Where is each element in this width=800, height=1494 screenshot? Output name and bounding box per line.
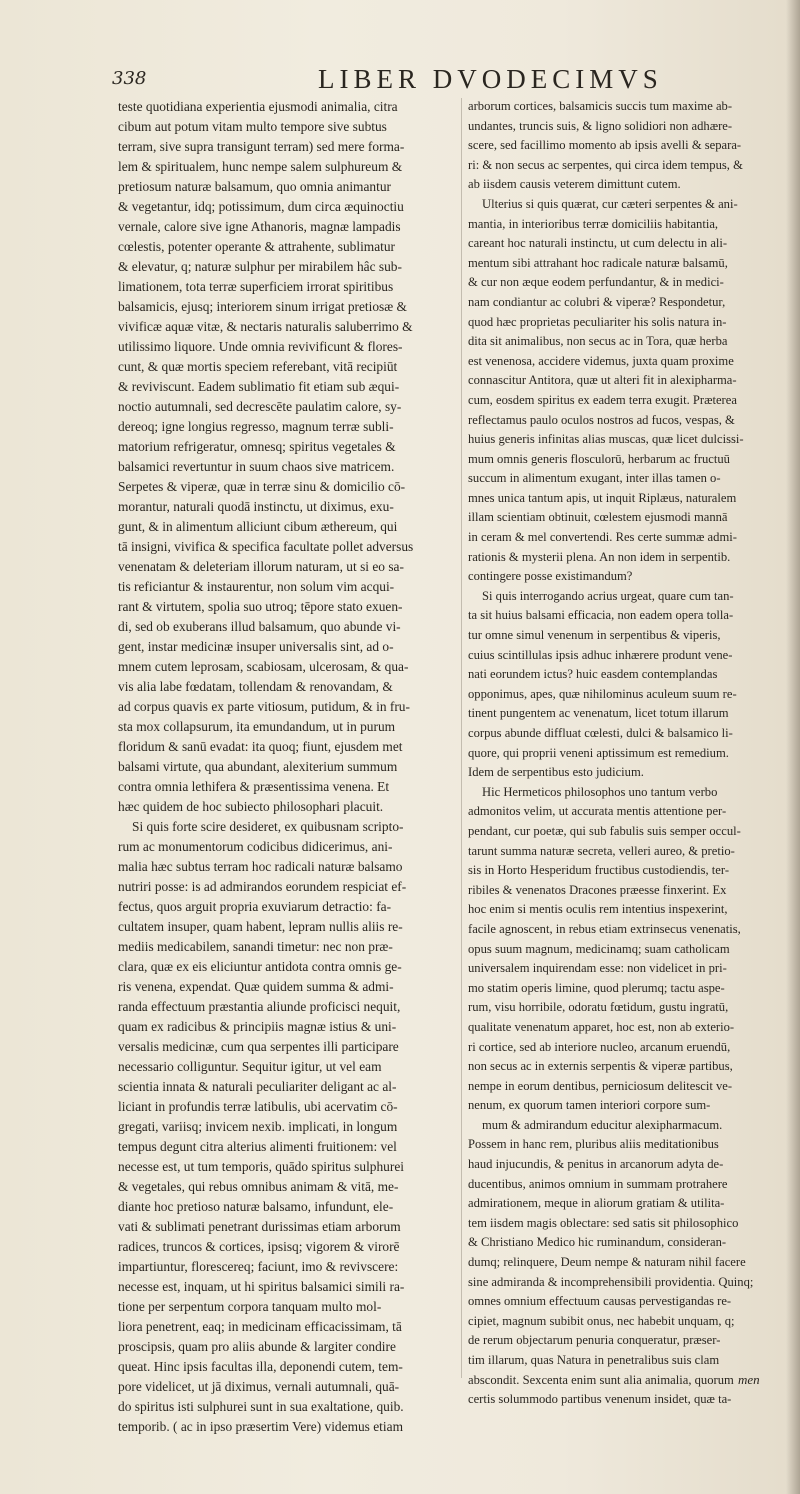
text-line: do spiritus isti sulphurei sunt in sua exaltatione, quib. <box>118 1399 404 1414</box>
text-line: haud injucundis, & penitus in arcanorum adyta de- <box>468 1157 724 1172</box>
text-line: ri cortice, sed ab interiore nucleo, arcanum eruendū, <box>468 1039 731 1054</box>
text-line: & Christiano Medico hic ruminandum, consideran- <box>468 1235 727 1250</box>
text-line: vis alia labe fœdatam, tollendam & renovandam, & <box>118 679 393 694</box>
text-line: arborum cortices, balsamicis succis tum maxime ab- <box>468 99 733 113</box>
text-line: facile agnoscent, in rebus etiam extrinsecus venenatis, <box>468 921 741 936</box>
text-line: morantur, naturali quodā instinctu, ut diximus, exu- <box>118 499 394 514</box>
text-line: nutriri posse: is ad admirandos eorundem respiciat ef- <box>118 879 407 894</box>
text-line: quod hæc proprietas peculiariter his solis natura in- <box>468 314 727 329</box>
text-line: mantia, in interioribus terræ domiciliis habitantia, <box>468 216 719 231</box>
text-line: dumq; relinquere, Deum nempe & naturam nihil facere <box>468 1255 746 1270</box>
text-line: balsamici revertuntur in suum chaos sive matricem. <box>118 459 395 474</box>
column-divider <box>461 98 462 1378</box>
text-line: necesse est, ut tum temporis, quādo spiritus sulphurei <box>118 1159 404 1174</box>
text-line: nati eorundem ictus? huic easdem contemplandas <box>468 667 718 682</box>
text-line: tā insigni, vivifica & specifica facultate pollet adversus <box>118 539 414 554</box>
text-line: & vegetantur, idq; potissimum, dum circa æquinoctiu <box>118 199 404 214</box>
text-line: gregati, variisq; invicem nexib. implicati, in longum <box>118 1119 398 1134</box>
text-line: scere, sed facillimo momento ab ipsis avelli & separa- <box>468 138 742 153</box>
text-line: balsami virtute, qua abundant, alexiterium summum <box>118 759 398 774</box>
text-line: Ulterius si quis quærat, cur cæteri serpentes & ani- <box>482 196 738 211</box>
text-line: huius generis infinitas alias muscas, quæ licet dulcissi- <box>468 432 744 447</box>
text-line: utilissimo liquore. Unde omnia revivificunt & flores- <box>118 339 403 354</box>
text-line: necesse est, inquam, ut hi spiritus balsamici simili ra- <box>118 1279 405 1294</box>
text-line: cibum aut potum vitam multo tempore sive subtus <box>118 119 387 134</box>
text-line: de rerum objectarum penuria conqueratur, præser- <box>468 1333 721 1348</box>
text-line: certis solummodo partibus venenum insidet, quæ ta- <box>468 1392 732 1407</box>
text-line: Si quis interrogando acrius urgeat, quare cum tan- <box>482 588 734 603</box>
text-line: venenatam & deleteriam illorum naturam, ut si eo sa- <box>118 559 404 574</box>
text-line: cuius scintillulas ipsis adhuc inhærere produnt vene- <box>468 647 733 662</box>
text-line: rant & virtutem, spolia suo utroq; tēpore stato exuen- <box>118 599 403 614</box>
text-line: nam condiantur ac colubri & viperæ? Respondetur, <box>468 294 726 309</box>
text-line: cipiet, magnum subibit onus, nec habebit unquam, q; <box>468 1313 735 1328</box>
text-line: cœlestis, potenter operante & attrahente, sublimatur <box>118 239 396 254</box>
text-line: careant hoc naturali instinctu, ut cum delectu in ali- <box>468 236 728 251</box>
text-line: temporib. ( ac in ipso præsertim Vere) videmus etiam <box>118 1419 403 1434</box>
text-line: mentum sibi attrahant hoc radicale naturæ balsamū, <box>468 255 728 270</box>
text-line: abscondit. Sexcenta enim sunt alia animalia, quorum <box>468 1372 734 1387</box>
running-head: LIBER DVODECIMVS <box>318 64 663 94</box>
text-line: pretiosum naturæ balsamum, quo omnia animantur <box>118 179 391 194</box>
text-line: vernale, calore sive igne Athanoris, magnæ lampadis <box>118 219 401 234</box>
text-line: floridum & sanū evadat: ita quoq; fiunt, ejusdem met <box>118 739 403 754</box>
text-line: Possem in hanc rem, pluribus aliis meditationibus <box>468 1137 719 1152</box>
text-line: succum in alimentum exugant, inter illas tamen o- <box>468 471 721 486</box>
text-line: Serpetes & viperæ, quæ in terræ sinu & domicilio cō- <box>118 479 406 494</box>
text-line: gunt, & in alimentum alliciunt cibum æthereum, qui <box>118 519 398 534</box>
text-line: mum omnis generis flosculorū, herbarum ac fructuū <box>468 451 730 466</box>
text-line: hæc quidem de hoc subiecto philosophari placuit. <box>118 799 384 814</box>
text-line: impartiuntur, florescereq; faciunt, imo & revivscere: <box>118 1259 399 1274</box>
text-line: di, sed ob exuberans illud balsamum, quo abunde vi- <box>118 619 401 634</box>
text-line: non secus ac in externis serpentis & viperæ partibus, <box>468 1059 733 1074</box>
text-line: vati & sublimati penetrant durissimas etiam arborum <box>118 1219 401 1234</box>
text-line: opus suum magnum, medicinamq; suam catholicam <box>468 941 730 956</box>
text-line: balsamicis, ejusq; interiorem sinum irrigat pretiosæ & <box>118 299 407 314</box>
text-line: matorium refrigeratur, omnesq; spiritus vegetales & <box>118 439 396 454</box>
text-line: mnem cutem leprosam, scabiosam, ulcerosam, & qua- <box>118 659 409 674</box>
text-line: quore, qui proprii veneni aptissimum est remedium. <box>468 745 729 760</box>
text-line: in ceram & mel convertendi. Res certe summæ admi- <box>468 530 737 545</box>
text-line: ris venena, expendat. Quæ quidem summa & admi- <box>118 979 394 994</box>
page-number: 338 <box>112 68 147 89</box>
text-line: gent, instar medicinæ insuper universalis sint, ad o- <box>118 639 394 654</box>
text-line: vivificæ aquæ vitæ, & nectaris naturalis saluberrimo & <box>118 319 413 334</box>
text-line: admonitos velim, ut accurata mentis attentione per- <box>468 804 727 819</box>
text-line: connascitur Antitora, quæ ut alteri fit in alexipharma- <box>468 373 737 388</box>
text-line: nenum, ex quorum tamen interiori corpore sum- <box>468 1098 711 1113</box>
text-line: scientia innata & naturali peculiariter deligant ac al- <box>118 1079 397 1094</box>
text-line: reflectamus paulo oculos nostros ad fucos, vespas, & <box>468 412 735 427</box>
text-line: ab iisdem causis veterem dimittunt cutem. <box>468 177 681 192</box>
text-line: cultatem insuper, quam habent, lepram nullis aliis re- <box>118 919 403 934</box>
text-line: rum, visu horribile, odoratu fœtidum, gustu ingratū, <box>468 1000 729 1015</box>
text-line: versalis medicinæ, cum qua serpentes illi participare <box>118 1039 399 1054</box>
text-line: est venenosa, accidere videmus, juxta quam proxime <box>468 353 734 368</box>
text-line: pendant, cur poetæ, qui sub fabulis suis semper occul- <box>468 823 741 838</box>
text-line: pore videlicet, ut jā diximus, vernali autumnali, quā- <box>118 1379 400 1394</box>
text-line: ri: & non secus ac serpentes, qui circa idem tempus, & <box>468 157 743 172</box>
text-line: diante hoc pretioso naturæ balsamo, infundunt, ele- <box>118 1199 394 1214</box>
text-line: nempe in eorum dentibus, perniciosum delitescit ve- <box>468 1078 733 1093</box>
text-line: liciant in profundis terræ latibulis, ubi acervatim cō- <box>118 1099 398 1114</box>
text-line: undantes, truncis suis, & ligno solidiori non adhære- <box>468 118 733 133</box>
text-line: randa effectuum præstantia aliunde proficisci nequit, <box>118 999 401 1014</box>
text-line: hoc enim si mentis oculis rem intentius inspexerint, <box>468 902 728 917</box>
left-text-column <box>118 97 456 1437</box>
text-line: ad corpus quavis ex parte vitiosum, putidum, & in fru- <box>118 699 410 714</box>
text-line: lem & spiritualem, hunc nempe salem sulphureum & <box>118 159 403 174</box>
text-line: liora penetrent, eaq; in medicinam efficacissimam, tā <box>118 1319 402 1334</box>
text-line: malia hæc subtus terram hoc radicali naturæ balsamo <box>118 859 403 874</box>
text-line: tem iisdem magis oblectare: sed satis sit philosophico <box>468 1215 739 1230</box>
page-edge-shadow <box>786 0 800 1494</box>
text-line: & elevatur, q; naturæ sulphur per mirabilem hâc sub- <box>118 259 402 274</box>
text-line: tinent pungentem ac venenatum, licet totum illarum <box>468 706 729 721</box>
page-header <box>106 64 786 100</box>
text-line: ducentibus, animos omnium in summam protrahere <box>468 1176 728 1191</box>
text-line: dereoq; igne longius regresso, magnum terræ subli- <box>118 419 394 434</box>
text-line: corpus abunde diffluat cœlesti, dulci & balsamico li- <box>468 726 733 740</box>
text-line: tarunt summa naturæ secreta, velleri aureo, & pretio- <box>468 843 735 858</box>
right-text-column <box>468 97 786 1410</box>
text-line: terram, sive supra transigunt terram) sed mere forma- <box>118 139 405 154</box>
text-line: admirationem, meque in aliorum gratiam & utilita- <box>468 1196 725 1211</box>
text-line: dita sit animalibus, non secus ac in Tora, quæ herba <box>468 334 728 349</box>
text-line: sta mox collapsurum, ita emundandum, ut in purum <box>118 719 396 734</box>
text-line: tione per serpentum corpora tanquam multo mol- <box>118 1299 382 1314</box>
text-line: sine admiranda & incomprehensibili providentia. Quinq; <box>468 1274 754 1289</box>
text-line: tim illarum, quas Natura in penetralibus suis clam <box>468 1353 720 1367</box>
text-line: tis reficiantur & instaurentur, non solum vim acqui- <box>118 579 395 594</box>
text-line: universalem inquirendam esse: non videlicet in pri- <box>468 961 727 976</box>
text-line: quam ex radicibus & principiis magnæ istius & uni- <box>118 1019 397 1034</box>
text-line: rum ac monumentorum codicibus didicerimus, ani- <box>118 839 393 854</box>
text-line: tur omne simul venenum in serpentibus & viperis, <box>468 628 721 643</box>
text-line: proscipsis, quam pro aliis abunde & largiter condire <box>118 1339 396 1354</box>
text-line: opponimus, apes, quæ nihilominus aculeum suum re- <box>468 686 737 701</box>
text-line: ta sit huius balsami efficacia, non eadem opera tolla- <box>468 608 734 623</box>
text-line: & vegetales, qui rebus omnibus animam & vitā, me- <box>118 1179 399 1194</box>
text-line: mum & admirandum educitur alexipharmacum. <box>482 1117 723 1132</box>
text-line: limationem, tota terræ superficiem irrorat spiritibus <box>118 279 394 294</box>
text-line: mnes unica tantum apis, ut inquit Riplæus, naturalem <box>468 490 737 505</box>
text-line: queat. Hinc ipsis facultas illa, deponendi cutem, tem- <box>118 1359 403 1374</box>
text-line: & reviviscunt. Eadem sublimatio fit etiam sub æqui- <box>118 379 400 394</box>
text-line: contingere posse existimandum? <box>468 569 633 584</box>
text-line: tempus degunt citra alterius alimenti fruitionem: vel <box>118 1139 397 1154</box>
text-line: ribiles & venenatos Dracones præesse finxerint. Ex <box>468 882 727 897</box>
text-line: sis in Horto Hesperidum fructibus custodiendis, ter- <box>468 863 730 878</box>
text-line: Si quis forte scire desideret, ex quibusnam scripto- <box>132 819 404 834</box>
text-line: rationis & mysterii plena. An non idem in serpentib. <box>468 549 731 564</box>
text-line: necessario colliguntur. Sequitur igitur, ut vel eam <box>118 1059 382 1074</box>
text-line: clara, quæ ex eis eliciuntur antidota contra omnis ge- <box>118 959 402 974</box>
text-line: noctio autumnali, sed decrescēte paulatim calore, sy- <box>118 399 402 414</box>
text-line: illam scientiam obtinuit, cœlestem ejusmodi mannā <box>468 510 728 525</box>
text-line: contra omnia lethifera & præsentissima venena. Et <box>118 779 390 794</box>
text-line: mo statim operis limine, quod plerumq; tactu aspe- <box>468 980 725 995</box>
text-line: & cur non æque eodem perfundantur, & in medici- <box>468 275 724 290</box>
text-line: radices, truncos & cortices, ipsisq; vigorem & virorē <box>118 1239 400 1254</box>
text-line: fectus, quos arguit propria exuviarum detractio: fa- <box>118 899 392 914</box>
text-line: cum, eosdem spiritus ex eadem terra exugit. Præterea <box>468 392 737 407</box>
text-line: Idem de serpentibus esto judicium. <box>468 765 644 780</box>
text-line: mediis medicabilem, sanandi timetur: nec non præ- <box>118 939 393 954</box>
text-line: cunt, & quæ mortis speciem referebant, vitā recipiūt <box>118 359 398 374</box>
text-line: qualitate venenatum apparet, hoc est, non ab exterio- <box>468 1019 735 1034</box>
text-line: teste quotidiana experientia ejusmodi animalia, citra <box>118 99 398 114</box>
text-line: omnes omnium effectuum causas pervestigandas re- <box>468 1294 732 1309</box>
catchword: men <box>738 1372 760 1387</box>
text-line: Hic Hermeticos philosophos uno tantum verbo <box>482 784 718 799</box>
